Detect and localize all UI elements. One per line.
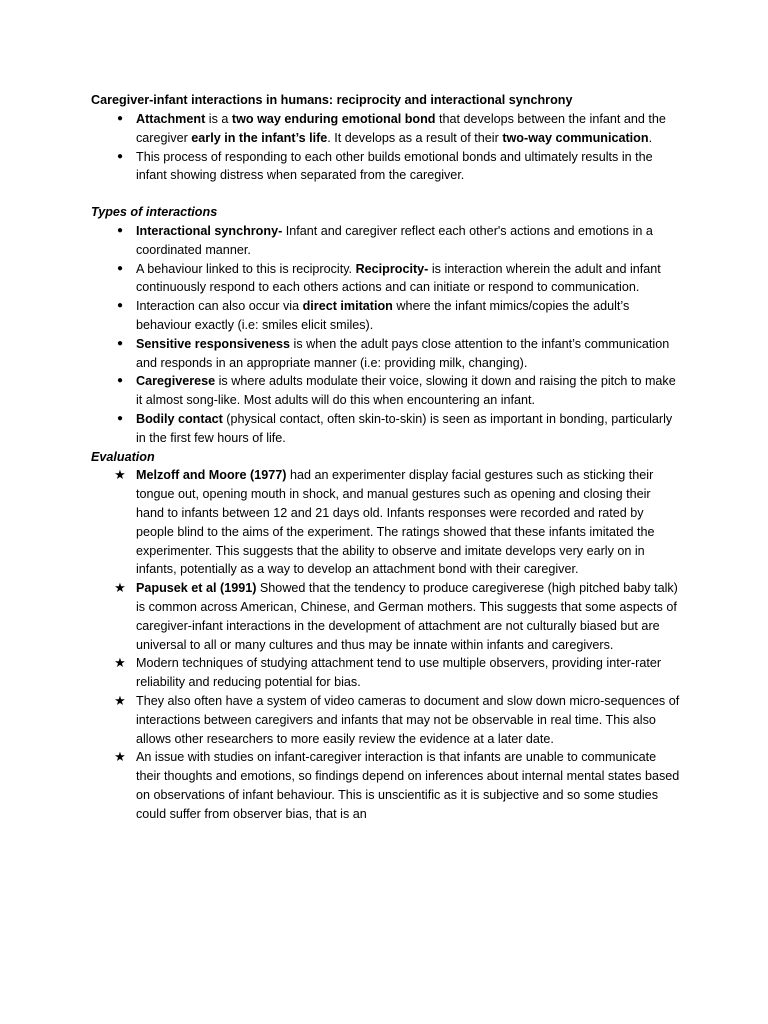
list-item [91, 297, 681, 335]
list-item [91, 748, 681, 823]
list-item [91, 410, 681, 448]
text-run: had an experimenter display facial gestures such as sticking their tongue out, opening mouth in shock, and manual gestures such as opening and closing their hand to infants between 12 and 21 days old. Infants responses were recorded and rated by people blind to the aims of the experiment. The ratings showed that these infants imitated the experimenter. This suggests that the ability to observe and imitate develops very early on in infants, potentially as a way to develop an attachment bond with their caregiver. [136, 468, 655, 577]
text-run: Infant and caregiver reflect each other's actions and emotions in a coordinated manner. [136, 223, 653, 257]
bold-term: direct imitation [302, 299, 393, 314]
bullet-icon: ● [116, 337, 124, 349]
list-item [91, 148, 681, 186]
bold-term: Papusek et al (1991) [136, 581, 257, 596]
bullet-icon: ● [116, 262, 124, 274]
star-icon: ★ [114, 749, 126, 765]
text-run: is when the adult pays close attention to the infant’s communication and responds in an appropriate manner (i.e: providing milk, changing). [136, 336, 670, 370]
section-title-types: Types of interactions [91, 205, 218, 220]
text-run: that develops between the infant and the caregiver [136, 112, 666, 145]
bold-term: Caregiverese [136, 374, 216, 389]
bold-term: Interactional synchrony- [136, 223, 283, 238]
text-run: . It develops as a result of their [327, 130, 503, 145]
text-run: . [648, 130, 653, 145]
star-icon: ★ [114, 467, 126, 483]
list-item [91, 579, 681, 654]
bold-term: Bodily contact [136, 411, 223, 426]
intro-list [91, 110, 681, 185]
document-body [91, 91, 681, 823]
text-run: (physical contact, often skin-to-skin) is seen as important in bonding, particularly in the first few hours of life. [136, 411, 673, 445]
bullet-icon: ● [116, 224, 124, 236]
text-run: They also often have a system of video cameras to document and slow down micro-sequences of interactions between caregivers and infants that may not be observable in real time. This also allows other researchers to more easily review the evidence at a later date. [136, 693, 680, 746]
text-run: is a [205, 112, 232, 126]
star-icon: ★ [114, 692, 126, 708]
text-run: A behaviour linked to this is reciprocity. [136, 261, 356, 276]
star-icon: ★ [114, 580, 126, 596]
bold-term: two way enduring emotional bond [231, 112, 436, 126]
star-icon: ★ [114, 655, 126, 671]
text-run: An issue with studies on infant-caregiver interaction is that infants are unable to communicate their thoughts and emotions, so findings depend on inferences about internal mental states based on observations of infant behaviour. This is unscientific as it is subjective and so some studies could suffer from observer bias, that is an [136, 750, 680, 821]
bullet-icon: ● [116, 412, 124, 424]
list-item [91, 335, 681, 373]
list-item [91, 110, 681, 148]
bold-term: Attachment [136, 112, 206, 126]
evaluation-list [91, 466, 681, 823]
bullet-icon: ● [116, 300, 124, 312]
list-item [91, 260, 681, 298]
bold-term: Sensitive responsiveness [136, 336, 291, 351]
bold-term: Reciprocity- [355, 261, 429, 276]
list-item [91, 222, 681, 260]
page-title: Caregiver-infant interactions in humans: reciprocity and interactional synchrony [91, 93, 573, 107]
bullet-icon: ● [116, 150, 124, 162]
section-title-evaluation: Evaluation [91, 449, 155, 464]
spacer [91, 185, 681, 203]
text-run: Modern techniques of studying attachment tend to use multiple observers, providing inter-rater reliability and reducing potential for bias. [136, 656, 662, 690]
bullet-icon: ● [116, 113, 124, 124]
bold-term: early in the infant’s life [191, 130, 328, 145]
text-run: is where adults modulate their voice, slowing it down and raising the pitch to make it almost song-like. Most adults will do this when encountering an infant. [136, 374, 676, 408]
bullet-icon: ● [116, 375, 124, 387]
types-list [91, 222, 681, 448]
bold-term: Melzoff and Moore (1977) [136, 468, 287, 483]
list-item [91, 692, 681, 748]
list-item [91, 466, 681, 579]
list-item [91, 654, 681, 692]
text-run: Interaction can also occur via [136, 299, 303, 314]
text-run: Showed that the tendency to produce caregiverese (high pitched baby talk) is common across American, Chinese, and German mothers. This suggests that some aspects of caregiver-infant interactions in the development of attachment are not culturally biased but are universal to all or many cultures and thus may be innate within infants and caregivers. [136, 581, 678, 652]
text-run: is interaction wherein the adult and infant continuously respond to each others actions and can initiate or respond to communication. [136, 261, 661, 295]
bold-term: two-way communication [502, 130, 649, 145]
text-run: This process of responding to each other builds emotional bonds and ultimately results in the infant showing distress when separated from the caregiver. [136, 149, 653, 183]
list-item [91, 372, 681, 410]
text-run: where the infant mimics/copies the adult’s behaviour exactly (i.e: smiles elicit smiles). [136, 299, 630, 332]
